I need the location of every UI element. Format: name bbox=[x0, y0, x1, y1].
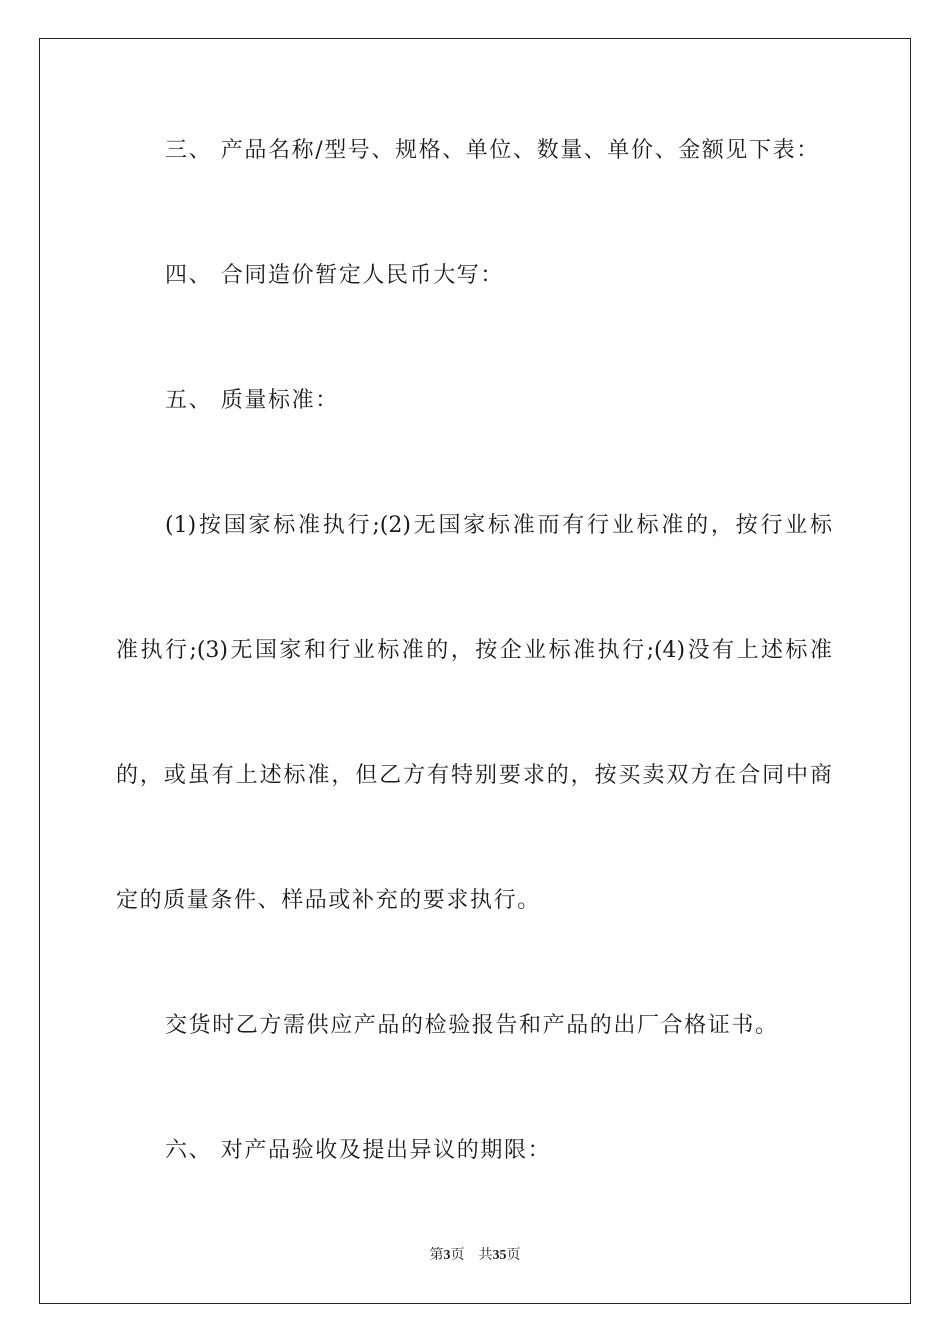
footer-total-suffix: 页 bbox=[506, 1248, 521, 1263]
footer-page-number: 3 bbox=[443, 1248, 451, 1263]
footer-total-pages: 35 bbox=[492, 1248, 507, 1263]
paragraph-line: (1)按国家标准执行;(2)无国家标准而有行业标准的，按行业标 bbox=[165, 513, 832, 538]
section-3-heading: 三、 产品名称/型号、规格、单位、数量、单价、金额见下表： bbox=[165, 138, 820, 163]
paragraph-line: 的，或虽有上述标准，但乙方有特别要求的，按买卖双方在合同中商 bbox=[116, 763, 832, 788]
section-4-heading: 四、 合同造价暂定人民币大写： bbox=[165, 263, 504, 288]
page-footer bbox=[0, 1246, 950, 1266]
page-border bbox=[39, 38, 911, 1304]
paragraph-line: 准执行;(3)无国家和行业标准的，按企业标准执行;(4)没有上述标准 bbox=[116, 638, 832, 663]
paragraph-line: 交货时乙方需供应产品的检验报告和产品的出厂合格证书。 bbox=[165, 1013, 779, 1038]
section-5-heading: 五、 质量标准： bbox=[165, 388, 339, 413]
paragraph-line: 定的质量条件、样品或补充的要求执行。 bbox=[116, 888, 541, 913]
section-6-heading: 六、 对产品验收及提出异议的期限： bbox=[165, 1138, 552, 1163]
footer-total-prefix: 共 bbox=[478, 1248, 493, 1263]
footer-page-prefix: 第 bbox=[429, 1248, 444, 1263]
footer-page-suffix: 页 bbox=[450, 1248, 465, 1263]
